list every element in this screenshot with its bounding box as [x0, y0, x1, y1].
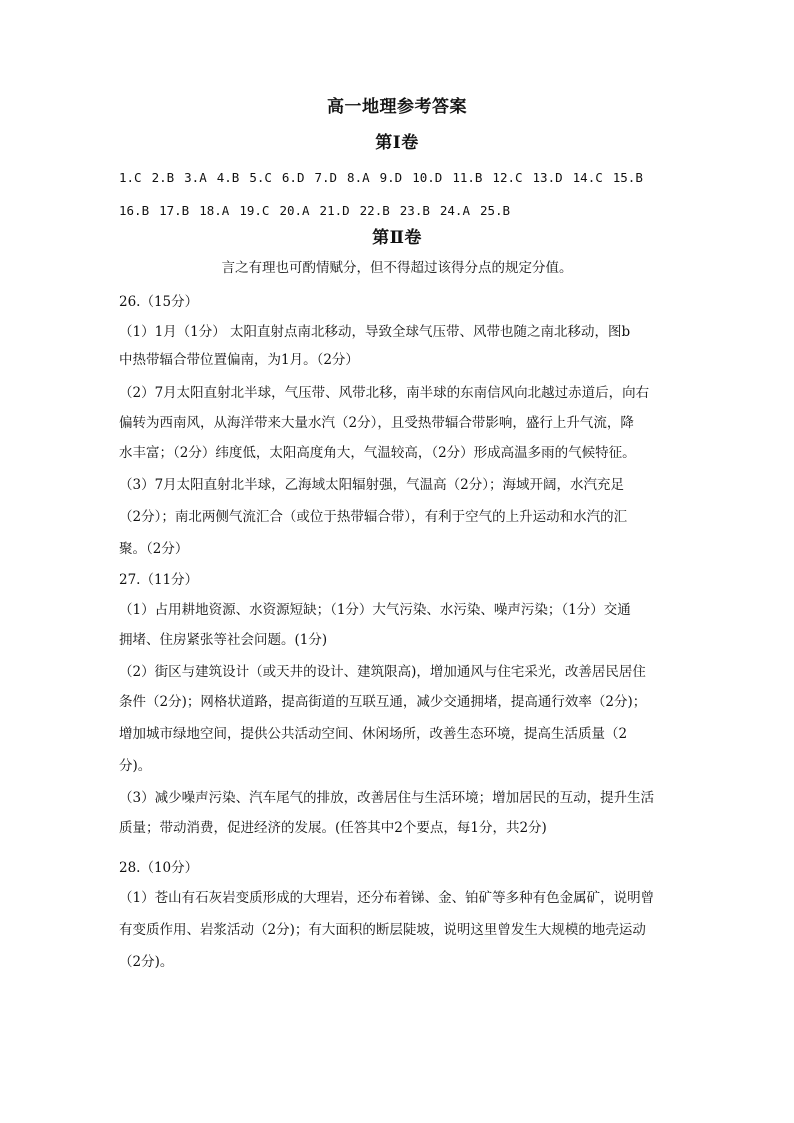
text-line: 聚。（2分） [119, 541, 189, 557]
text-line: （1）苍山有石灰岩变质形成的大理岩，还分布着锑、金、铂矿等多种有色金属矿，说明曾 [119, 890, 655, 906]
answer-item: 21.D [319, 203, 350, 218]
answer-item: 9.D [379, 170, 403, 185]
answer-item: 20.A [279, 203, 310, 218]
text-line: （2）7月太阳直射北半球，气压带、风带北移，南半球的东南信风向北越过赤道后，向右 [119, 385, 650, 401]
answer-item: 6.D [281, 170, 305, 185]
answer-item: 4.B [216, 170, 240, 185]
answer-item: 24.A [439, 203, 470, 218]
answer-item: 12.C [492, 170, 523, 185]
answers-row-2 [119, 203, 520, 218]
question-28-header: 28.（10分） [119, 860, 199, 876]
answer-item: 13.D [532, 170, 563, 185]
answer-item: 1.C [119, 170, 142, 185]
text-line: （3）减少噪声污染、汽车尾气的排放，改善居住与生活环境；增加居民的互动，提升生活 [119, 790, 655, 806]
text-line: （1）占用耕地资源、水资源短缺；（1分）大气污染、水污染、噪声污染；（1分）交通 [119, 602, 631, 618]
answer-item: 3.A [184, 170, 207, 185]
document-title: 高一地理参考答案 [327, 97, 467, 117]
text-line: （3）7月太阳直射北半球，乙海域太阳辐射强，气温高（2分）；海域开阔，水汽充足 [119, 477, 625, 493]
text-line: （2分)。 [119, 954, 174, 970]
text-line: 偏转为西南风，从海洋带来大量水汽（2分），且受热带辐合带影响，盛行上升气流，降 [119, 415, 634, 431]
answer-item: 18.A [199, 203, 230, 218]
answer-item: 23.B [399, 203, 430, 218]
answer-item: 25.B [479, 203, 511, 218]
answer-item: 16.B [119, 203, 150, 218]
answer-item: 10.D [412, 170, 443, 185]
text-line: 增加城市绿地空间，提供公共活动空间、休闲场所，改善生态环境，提高生活质量（2 [119, 726, 628, 742]
text-line: 水丰富；（2分）纬度低，太阳高度角大，气温较高，（2分）形成高温多雨的气候特征。 [119, 445, 636, 461]
answer-item: 11.B [452, 170, 483, 185]
question-26-header: 26.（15分） [119, 294, 199, 310]
answer-item: 15.B [612, 170, 643, 185]
section-2-title: 第Ⅱ卷 [372, 228, 422, 248]
text-line: 中热带辐合带位置偏南，为1月。（2分） [119, 352, 359, 368]
answer-item: 5.C [249, 170, 272, 185]
answer-item: 8.A [347, 170, 370, 185]
scoring-note: 言之有理也可酌情赋分，但不得超过该得分点的规定分值。 [221, 260, 573, 276]
section-1-title: 第Ⅰ卷 [375, 133, 419, 153]
text-line: 条件（2分)；网格状道路，提高街道的互联互通，减少交通拥堵，提高通行效率（2分)； [119, 694, 647, 710]
answer-item: 19.C [239, 203, 270, 218]
text-line: 有变质作用、岩浆活动（2分)；有大面积的断层陡坡，说明这里曾发生大规模的地壳运动 [119, 922, 646, 938]
text-line: （1）1月（1分） 太阳直射点南北移动，导致全球气压带、风带也随之南北移动，图b [119, 324, 631, 340]
answer-item: 22.B [359, 203, 390, 218]
answer-item: 7.D [314, 170, 338, 185]
text-line: （2）街区与建筑设计（或天井的设计、建筑限高)，增加通风与住宅采光，改善居民居住 [119, 664, 646, 680]
text-line: 分)。 [119, 758, 152, 774]
text-line: 质量；带动消费，促进经济的发展。(任答其中2个要点，每1分，共2分) [119, 820, 547, 836]
answer-item: 2.B [151, 170, 175, 185]
text-line: （2分）；南北两侧气流汇合（或位于热带辐合带），有利于空气的上升运动和水汽的汇 [119, 509, 628, 525]
answers-row-1 [119, 170, 653, 185]
answer-item: 17.B [159, 203, 190, 218]
question-27-header: 27.（11分） [119, 572, 199, 588]
answer-item: 14.C [572, 170, 603, 185]
text-line: 拥堵、住房紧张等社会问题。(1分) [119, 632, 328, 648]
